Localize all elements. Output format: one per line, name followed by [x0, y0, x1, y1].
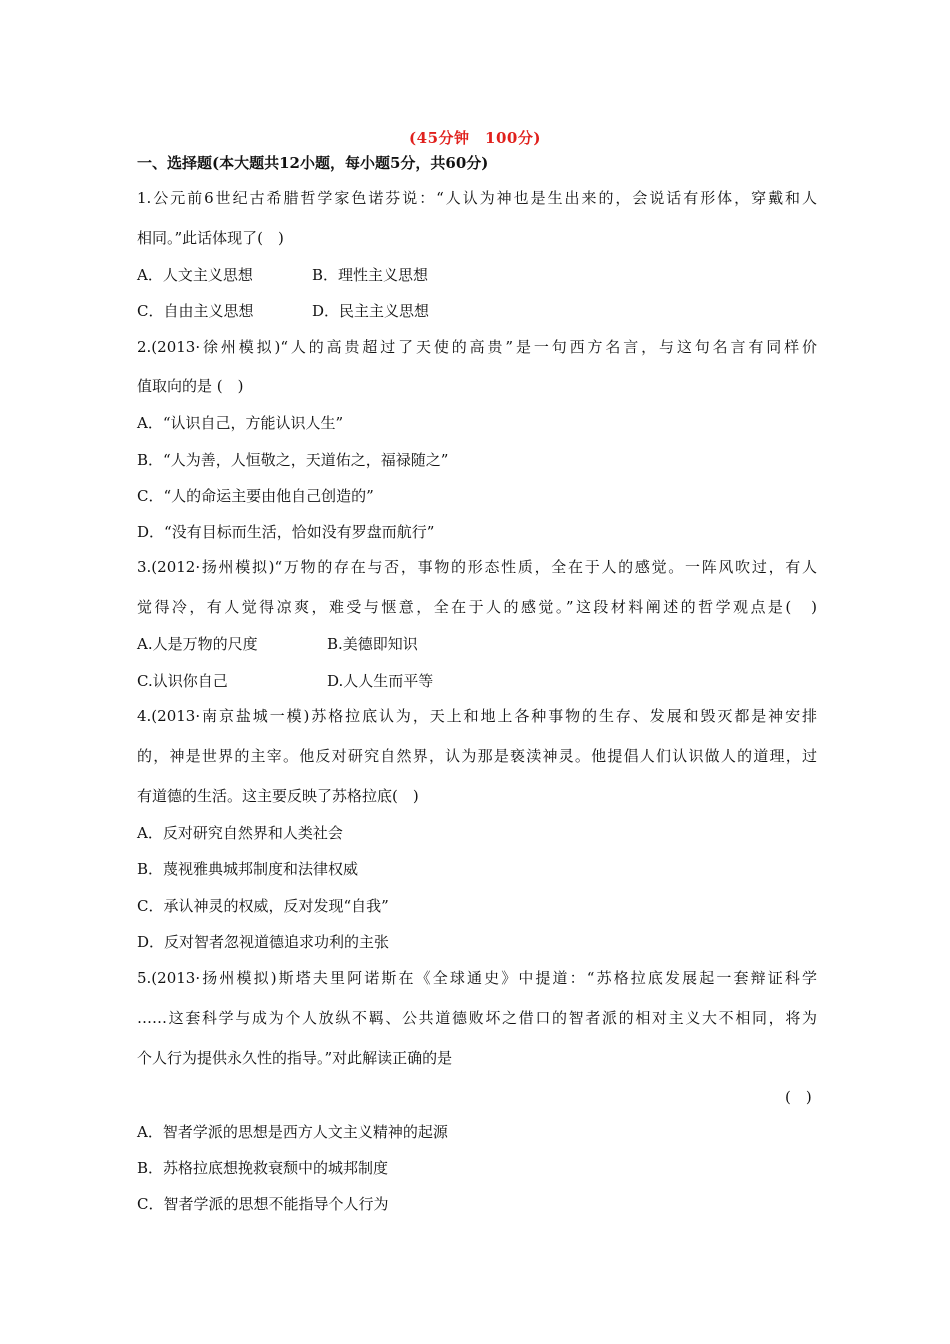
q1-option-row2	[137, 301, 430, 321]
q2-option-d: D．“没有目标而生活，恰如没有罗盘而航行”	[137, 523, 435, 541]
q2-stem-line1: 2.(2013·徐州模拟)“人的高贵超过了天使的高贵”是一句西方名言，与这句名言有同样价	[137, 338, 817, 356]
q2-option-a: A．“认识自己，方能认识人生”	[137, 414, 344, 432]
q3-option-b: B.美德即知识	[327, 635, 418, 653]
q5-stem-line2: ……这套科学与成为个人放纵不羁、公共道德败坏之借口的智者派的相对主义大不相同，将为	[137, 1009, 817, 1027]
q1-option-d: D．民主主义思想	[312, 302, 430, 320]
q3-option-c: C.认识你自己	[137, 672, 228, 690]
q1-option-a: A．人文主义思想	[137, 266, 253, 284]
q4-stem-line3: 有道德的生活。这主要反映了苏格拉底( )	[137, 787, 419, 805]
q5-stem-line3: 个人行为提供永久性的指导。”对此解读正确的是	[137, 1049, 453, 1067]
q3-stem-line1: 3.(2012·扬州模拟)“万物的存在与否，事物的形态性质，全在于人的感觉。一阵风吹过，有人	[137, 558, 817, 576]
exam-time-score: (45分钟 100分)	[409, 129, 541, 147]
q4-option-c: C．承认神灵的权威，反对发现“自我”	[137, 897, 389, 915]
q5-option-c: C．智者学派的思想不能指导个人行为	[137, 1195, 389, 1213]
q5-stem-line1: 5.(2013·扬州模拟)斯塔夫里阿诺斯在《全球通史》中提道：“苏格拉底发展起一套辩证科学	[137, 969, 817, 987]
q1-option-c: C．自由主义思想	[137, 302, 254, 320]
q3-option-d: D.人人生而平等	[327, 672, 434, 690]
q4-option-a: A．反对研究自然界和人类社会	[137, 824, 343, 842]
q4-stem-line2: 的，神是世界的主宰。他反对研究自然界，认为那是亵渎神灵。他提倡人们认识做人的道理，过	[137, 747, 817, 765]
q2-option-b: B．“人为善，人恒敬之，天道佑之，福禄随之”	[137, 451, 449, 469]
q3-stem-line2: 觉得冷，有人觉得凉爽，难受与惬意，全在于人的感觉。”这段材料阐述的哲学观点是( )	[137, 598, 817, 616]
q5-answer-paren: ( )	[785, 1088, 812, 1106]
q5-option-a: A．智者学派的思想是西方人文主义精神的起源	[137, 1123, 448, 1141]
q4-option-d: D．反对智者忽视道德追求功利的主张	[137, 933, 390, 951]
section-heading: 一、选择题(本大题共12小题，每小题5分，共60分)	[137, 154, 489, 172]
q2-stem-line2: 值取向的是 ( )	[137, 377, 244, 395]
q1-option-b: B．理性主义思想	[312, 266, 429, 284]
q5-option-b: B．苏格拉底想挽救衰颓中的城邦制度	[137, 1159, 389, 1177]
q3-option-row1	[137, 634, 418, 654]
q1-stem-line2: 相同。”此话体现了( )	[137, 229, 284, 247]
q3-option-row2	[137, 671, 434, 691]
q2-option-c: C．“人的命运主要由他自己创造的”	[137, 487, 374, 505]
q1-option-row1	[137, 265, 429, 285]
q4-option-b: B．蔑视雅典城邦制度和法律权威	[137, 860, 359, 878]
q3-option-a: A.人是万物的尺度	[137, 635, 258, 653]
q1-stem-line1: 1.公元前6世纪古希腊哲学家色诺芬说：“人认为神也是生出来的，会说话有形体，穿戴和人	[137, 189, 817, 207]
q4-stem-line1: 4.(2013·南京盐城一模)苏格拉底认为，天上和地上各种事物的生存、发展和毁灭都是神安排	[137, 707, 817, 725]
